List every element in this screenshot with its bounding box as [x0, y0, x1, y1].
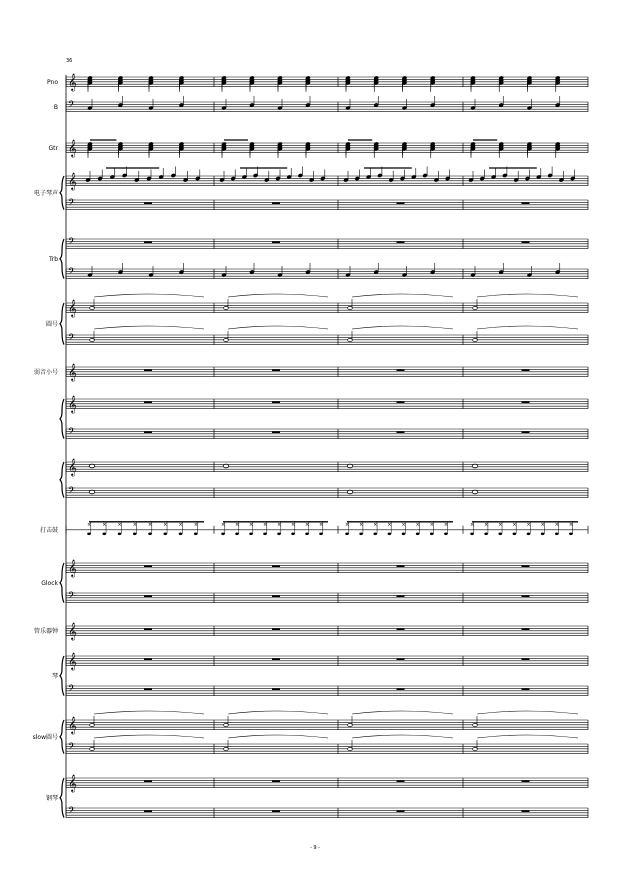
page-number: - 9 -	[310, 845, 320, 851]
drum-note	[249, 533, 253, 536]
drum-note	[569, 533, 573, 536]
staff	[66, 626, 588, 636]
whole-rest	[397, 595, 405, 597]
half-note	[473, 306, 478, 309]
treble-clef: 𝄞	[68, 622, 77, 640]
whole-rest	[397, 628, 405, 630]
half-note	[90, 338, 95, 341]
hihat-note: ×	[401, 521, 406, 528]
half-note	[348, 338, 353, 341]
grand-staff-brace	[60, 399, 64, 439]
treble-clef: 𝄞	[68, 774, 77, 792]
bass-clef: 𝄢	[68, 197, 76, 210]
whole-rest	[144, 658, 152, 660]
drum-note	[291, 533, 295, 536]
whole-rest	[272, 241, 280, 243]
drum-note	[305, 533, 309, 536]
drum-note	[179, 533, 183, 536]
staff	[66, 143, 588, 153]
treble-clef: 𝄞	[68, 73, 77, 91]
whole-rest	[272, 628, 280, 630]
whole-rest	[397, 658, 405, 660]
treble-clef: 𝄞	[68, 395, 77, 413]
staff	[66, 200, 588, 210]
drum-note	[148, 533, 152, 536]
instrument-label: 管乐器钟	[33, 627, 58, 635]
hihat-note: ×	[554, 521, 559, 528]
whole-rest	[522, 780, 530, 782]
tie	[352, 735, 453, 738]
whole-rest	[522, 628, 530, 630]
half-note	[473, 338, 478, 341]
drum-note	[373, 533, 377, 536]
drum-note	[444, 533, 448, 536]
whole-rest	[144, 810, 152, 812]
staff	[66, 303, 588, 313]
whole-rest	[522, 431, 530, 433]
half-note	[348, 747, 353, 750]
tie	[477, 711, 578, 714]
half-note	[348, 306, 353, 309]
bass-clef: 𝄢	[68, 332, 76, 345]
whole-rest	[522, 369, 530, 371]
staff	[66, 429, 588, 439]
hihat-note: ×	[193, 521, 198, 528]
whole-rest	[272, 658, 280, 660]
hihat-note: ×	[359, 521, 364, 528]
whole-rest	[522, 595, 530, 597]
hihat-note: ×	[291, 521, 296, 528]
tie	[228, 711, 328, 714]
whole-rest	[272, 565, 280, 567]
staff	[66, 367, 588, 377]
instrument-label: 电子琴声	[33, 189, 58, 197]
drum-note	[513, 533, 517, 536]
treble-clef: 𝄞	[68, 559, 77, 577]
staff	[66, 563, 588, 573]
hihat-note: ×	[87, 521, 92, 528]
tie	[94, 735, 204, 738]
whole-note	[472, 464, 478, 468]
whole-note	[347, 464, 353, 468]
half-note	[348, 723, 353, 726]
whole-rest	[397, 401, 405, 403]
staff	[66, 176, 588, 186]
instrument-label: slow圆号	[32, 733, 58, 741]
drum-note	[102, 533, 106, 536]
drum-note	[541, 533, 545, 536]
whole-rest	[272, 595, 280, 597]
tie	[94, 326, 204, 329]
drum-note	[498, 533, 502, 536]
drum-note	[118, 533, 122, 536]
drum-note	[470, 533, 474, 536]
whole-rest	[144, 780, 152, 782]
hihat-note: ×	[178, 521, 183, 528]
hihat-note: ×	[263, 521, 268, 528]
hihat-note: ×	[512, 521, 517, 528]
whole-rest	[397, 202, 405, 204]
hihat-note: ×	[305, 521, 310, 528]
grand-staff-brace	[60, 656, 64, 696]
whole-rest	[272, 431, 280, 433]
staff	[66, 269, 588, 279]
bass-clef: 𝄢	[68, 485, 76, 498]
drum-note	[235, 533, 239, 536]
treble-clef: 𝄞	[68, 716, 77, 734]
instrument-label: 弱音小号	[33, 368, 58, 376]
instrument-label: Pno	[47, 78, 58, 86]
staff	[66, 808, 588, 818]
instrument-label: 钢琴	[45, 794, 58, 802]
instrument-label: Trb	[48, 255, 58, 263]
whole-note	[472, 490, 478, 494]
whole-rest	[522, 565, 530, 567]
hihat-note: ×	[498, 521, 503, 528]
grand-staff-brace	[60, 176, 64, 210]
drum-note	[163, 533, 167, 536]
staff	[66, 102, 588, 112]
whole-rest	[397, 688, 405, 690]
hihat-note: ×	[429, 521, 434, 528]
whole-rest	[522, 401, 530, 403]
whole-rest	[144, 431, 152, 433]
drum-note	[319, 533, 323, 536]
hihat-note: ×	[163, 521, 168, 528]
drum-note	[402, 533, 406, 536]
half-note	[473, 747, 478, 750]
drum-note	[527, 533, 531, 536]
whole-rest	[522, 202, 530, 204]
half-note	[224, 747, 229, 750]
hihat-note: ×	[148, 521, 153, 528]
hihat-note: ×	[568, 521, 574, 528]
instrument-label: Gtr	[48, 144, 58, 152]
whole-rest	[522, 810, 530, 812]
tie	[228, 735, 328, 738]
whole-rest	[144, 241, 152, 243]
drum-note	[263, 533, 267, 536]
instrument-label: 打击鼓	[39, 526, 58, 534]
staff	[66, 399, 588, 409]
staff	[66, 686, 588, 696]
whole-note	[89, 490, 95, 494]
staff	[66, 656, 588, 666]
half-note	[224, 723, 229, 726]
hihat-note: ×	[249, 521, 254, 528]
measure-number: 36	[66, 58, 73, 64]
bass-clef: 𝄢	[68, 236, 76, 249]
grand-staff-brace	[60, 720, 64, 754]
drum-note	[416, 533, 420, 536]
whole-rest	[144, 202, 152, 204]
treble-clef: 𝄞	[68, 172, 77, 190]
half-note	[90, 747, 95, 750]
grand-staff-brace	[60, 303, 64, 345]
instrument-label: 琴	[51, 672, 58, 680]
hihat-note: ×	[443, 521, 449, 528]
drum-note	[388, 533, 392, 536]
tie	[228, 294, 328, 297]
whole-rest	[144, 688, 152, 690]
whole-rest	[272, 810, 280, 812]
instrument-label: 圆号	[45, 320, 58, 328]
whole-rest	[272, 401, 280, 403]
whole-rest	[272, 369, 280, 371]
whole-rest	[397, 241, 405, 243]
bass-clef: 𝄢	[68, 99, 76, 112]
staff	[66, 593, 588, 603]
drum-note	[555, 533, 559, 536]
hihat-note: ×	[387, 521, 392, 528]
staff	[66, 462, 588, 472]
drum-note	[277, 533, 281, 536]
hihat-note: ×	[484, 521, 489, 528]
grand-staff-brace	[60, 778, 64, 818]
whole-rest	[397, 565, 405, 567]
tie	[94, 711, 204, 714]
hihat-note: ×	[540, 521, 545, 528]
hihat-note: ×	[345, 521, 350, 528]
tie	[228, 326, 328, 329]
half-note	[90, 306, 95, 309]
tie	[352, 711, 453, 714]
instrument-label: Glock	[41, 579, 58, 587]
bass-clef: 𝄢	[68, 805, 76, 818]
half-note	[473, 723, 478, 726]
staff	[66, 488, 588, 498]
whole-rest	[272, 202, 280, 204]
staff	[66, 335, 588, 345]
hihat-note: ×	[235, 521, 240, 528]
hihat-note: ×	[117, 521, 122, 528]
treble-clef: 𝄞	[68, 458, 77, 476]
tie	[352, 294, 453, 297]
tie	[477, 735, 578, 738]
hihat-note: ×	[470, 521, 475, 528]
tie	[352, 326, 453, 329]
whole-rest	[272, 688, 280, 690]
whole-rest	[144, 628, 152, 630]
staff	[66, 744, 588, 754]
hihat-note: ×	[277, 521, 282, 528]
drum-note	[194, 533, 198, 536]
tie	[477, 294, 578, 297]
whole-rest	[397, 369, 405, 371]
grand-staff-brace	[60, 239, 64, 279]
hihat-note: ×	[221, 521, 226, 528]
drum-note	[359, 533, 363, 536]
whole-rest	[144, 401, 152, 403]
tie	[477, 326, 578, 329]
treble-clef: 𝄞	[68, 299, 77, 317]
drum-note	[87, 533, 91, 536]
whole-rest	[144, 595, 152, 597]
bass-clef: 𝄢	[68, 741, 76, 754]
hihat-note: ×	[526, 521, 531, 528]
drum-note	[133, 533, 137, 536]
bass-clef: 𝄢	[68, 683, 76, 696]
staff	[66, 77, 588, 87]
drum-note	[345, 533, 349, 536]
drum-note	[221, 533, 225, 536]
instrument-label: B	[53, 103, 58, 111]
half-note	[224, 306, 229, 309]
whole-rest	[144, 369, 152, 371]
bass-clef: 𝄢	[68, 266, 76, 279]
whole-rest	[522, 658, 530, 660]
drum-note	[484, 533, 488, 536]
half-note	[90, 723, 95, 726]
hihat-note: ×	[373, 521, 378, 528]
drum-note	[430, 533, 434, 536]
grand-staff-brace	[60, 462, 64, 498]
whole-rest	[144, 565, 152, 567]
whole-rest	[522, 241, 530, 243]
treble-clef: 𝄞	[68, 652, 77, 670]
bass-clef: 𝄢	[68, 590, 76, 603]
whole-note	[223, 464, 229, 468]
whole-rest	[397, 810, 405, 812]
staff	[66, 239, 588, 249]
treble-clef: 𝄞	[68, 363, 77, 381]
whole-rest	[397, 431, 405, 433]
whole-note	[347, 490, 353, 494]
staff	[66, 778, 588, 788]
treble-clef: 𝄞	[68, 139, 77, 157]
hihat-note: ×	[415, 521, 420, 528]
half-note	[224, 338, 229, 341]
grand-staff-brace	[60, 563, 64, 603]
hihat-note: ×	[319, 521, 324, 528]
staff	[66, 720, 588, 730]
hihat-note: ×	[132, 521, 137, 528]
whole-rest	[397, 780, 405, 782]
whole-rest	[522, 688, 530, 690]
whole-note	[89, 464, 95, 468]
tie	[94, 294, 204, 297]
whole-rest	[272, 780, 280, 782]
bass-clef: 𝄢	[68, 426, 76, 439]
hihat-note: ×	[102, 521, 107, 528]
